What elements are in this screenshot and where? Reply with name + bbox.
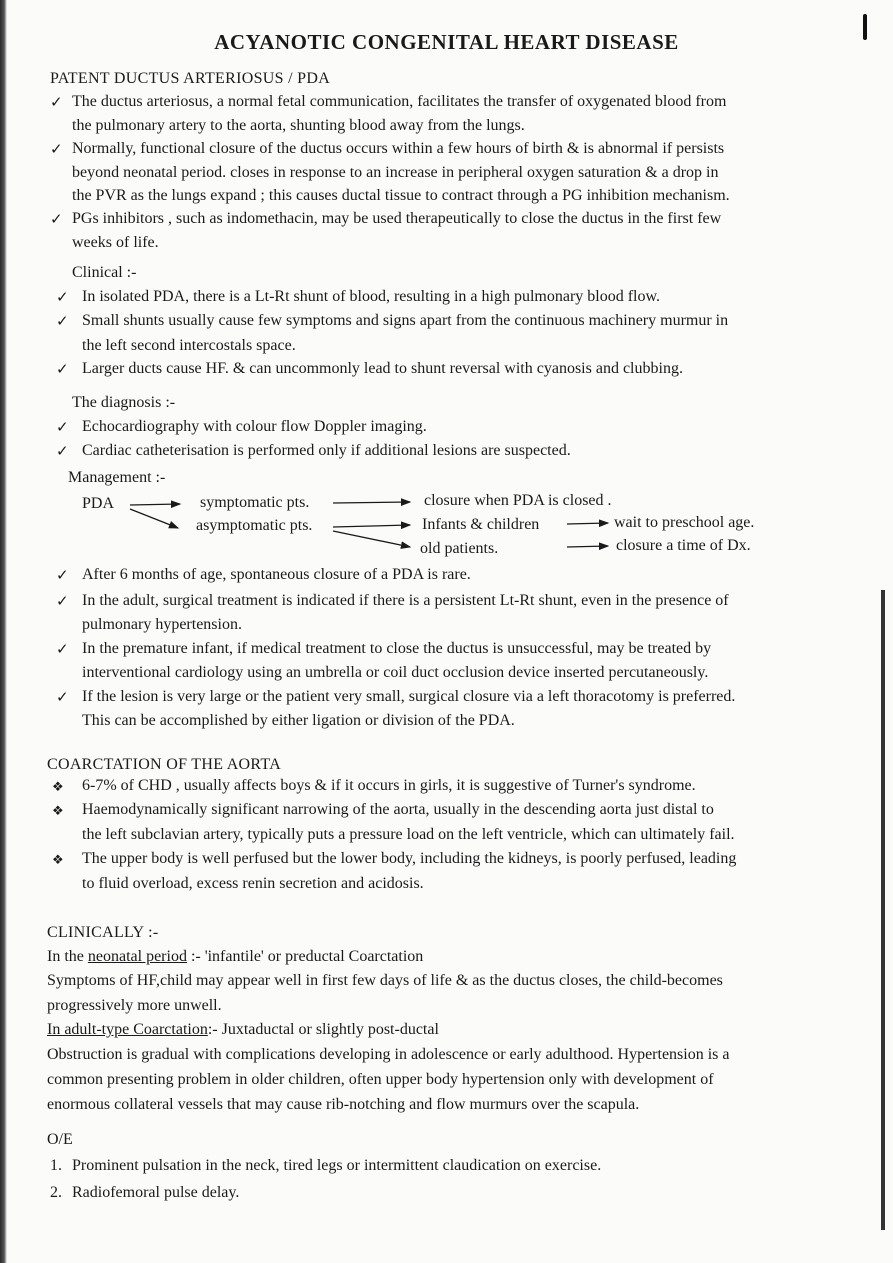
- adult-text-line-1: Obstruction is gradual with complications developing in adolescence or early adulthood. Hypertension is a: [47, 1046, 730, 1063]
- pda-intro-2-line-1: Normally, functional closure of the ductus occurs within a few hours of birth & is abnormal if persists: [72, 140, 725, 157]
- arrow-old-closure-dx: [567, 546, 608, 547]
- management-label: Management :-: [68, 469, 166, 486]
- neonatal-prefix: In the: [47, 948, 88, 965]
- check-icon: ✓: [50, 142, 63, 158]
- check-icon: ✓: [56, 314, 69, 330]
- flow-symptomatic: symptomatic pts.: [200, 494, 310, 511]
- page-title: ACYANOTIC CONGENITAL HEART DISEASE: [214, 30, 679, 54]
- coarctation-3-line-2: to fluid overload, excess renin secretion and acidosis.: [82, 875, 424, 892]
- coarctation-2-line-2: the left subclavian artery, typically puts a pressure load on the left ventricle, which can ultimately fail.: [82, 826, 735, 843]
- check-icon: ✓: [56, 420, 69, 436]
- coarctation-3-line-1: The upper body is well perfused but the lower body, including the kidneys, is poorly perfused, leading: [82, 850, 737, 867]
- clinical-1-line-1: In isolated PDA, there is a Lt-Rt shunt of blood, resulting in a high pulmonary blood flow.: [82, 288, 660, 305]
- management-2-line-1: In the adult, surgical treatment is indicated if there is a persistent Lt-Rt shunt, even in the presence of: [82, 592, 729, 609]
- flow-closure-closed: closure when PDA is closed .: [424, 492, 612, 509]
- check-icon: ✓: [56, 568, 69, 584]
- arrow-asymptomatic-old: [333, 531, 410, 547]
- management-4-line-1: If the lesion is very large or the patient very small, surgical closure via a left thoracotomy is preferred.: [82, 688, 736, 705]
- clinically-heading: CLINICALLY :-: [47, 924, 159, 941]
- flow-closure-dx: closure a time of Dx.: [616, 537, 751, 554]
- adult-line: [47, 1021, 439, 1039]
- check-icon: ✓: [56, 690, 69, 706]
- oe-label: O/E: [47, 1131, 73, 1148]
- pda-intro-1-line-2: the pulmonary artery to the aorta, shunting blood away from the lungs.: [72, 117, 525, 134]
- diagnosis-label: The diagnosis :-: [72, 394, 176, 411]
- clinical-2-line-1: Small shunts usually cause few symptoms and signs apart from the continuous machinery murmur in: [82, 312, 729, 329]
- coarctation-2-line-1: Haemodynamically significant narrowing of the aorta, usually in the descending aorta just distal to: [82, 801, 714, 818]
- arrow-pda-asymptomatic: [130, 509, 178, 528]
- neonatal-text-line-1: Symptoms of HF,child may appear well in first few days of life & as the ductus closes, the child-becomes: [47, 972, 723, 989]
- arrow-symptomatic-closure: [333, 502, 410, 503]
- arrow-pda-symptomatic: [130, 504, 180, 505]
- arrow-infants-wait: [567, 523, 608, 524]
- check-icon: ✓: [56, 362, 69, 378]
- management-2-line-2: pulmonary hypertension.: [82, 616, 242, 633]
- neonatal-rest: :- 'infantile' or preductal Coarctation: [186, 948, 424, 965]
- oe-item-1: Prominent pulsation in the neck, tired legs or intermittent claudication on exercise.: [72, 1157, 602, 1174]
- clinical-label: Clinical :-: [72, 264, 137, 281]
- flow-infants: Infants & children: [422, 516, 540, 533]
- adult-rest: :- Juxtaductal or slightly post-ductal: [207, 1021, 439, 1038]
- arrow-asymptomatic-infants: [333, 525, 410, 527]
- check-icon: ✓: [50, 212, 63, 228]
- diamond-bullet-icon: ❖: [52, 779, 64, 794]
- pda-intro-3-line-2: weeks of life.: [72, 234, 159, 251]
- pda-intro-1-line-1: The ductus arteriosus, a normal fetal communication, facilitates the transfer of oxygenated blood from: [72, 93, 727, 110]
- adult-text-line-3: enormous collateral vessels that may cause rib-notching and flow murmurs over the scapula.: [47, 1096, 640, 1113]
- diagnosis-2: Cardiac catheterisation is performed only if additional lesions are suspected.: [82, 442, 571, 459]
- neonatal-label: neonatal period: [87, 948, 187, 965]
- check-icon: ✓: [56, 642, 69, 658]
- pda-intro-2-line-2: beyond neonatal period. closes in response to an increase in peripheral oxygen saturation & a drop in: [72, 164, 719, 181]
- pda-intro-3-line-1: PGs inhibitors , such as indomethacin, may be used therapeutically to close the ductus in the first few: [72, 210, 722, 227]
- diamond-bullet-icon: ❖: [52, 852, 64, 867]
- adult-text-line-2: common presenting problem in older children, often upper body hypertension only with development of: [47, 1071, 714, 1088]
- management-3-line-1: In the premature infant, if medical treatment to close the ductus is unsuccessful, may be treated by: [82, 640, 712, 657]
- flow-asymptomatic: asymptomatic pts.: [196, 517, 313, 534]
- check-icon: ✓: [56, 290, 69, 306]
- diamond-bullet-icon: ❖: [52, 803, 64, 818]
- pda-heading: PATENT DUCTUS ARTERIOSUS / PDA: [50, 70, 331, 87]
- adult-label: In adult-type Coarctation: [47, 1021, 208, 1038]
- oe-item-1-number: 1.: [50, 1157, 62, 1174]
- management-4-line-2: This can be accomplished by either ligation or division of the PDA.: [82, 712, 515, 729]
- management-1: After 6 months of age, spontaneous closure of a PDA is rare.: [82, 566, 471, 583]
- diagnosis-1: Echocardiography with colour flow Doppler imaging.: [82, 418, 427, 435]
- neonatal-text-line-2: progressively more unwell.: [47, 997, 222, 1014]
- neonatal-line: [47, 948, 423, 966]
- flow-wait: wait to preschool age.: [614, 514, 755, 531]
- flow-root-pda: PDA: [82, 495, 115, 512]
- management-3-line-2: interventional cardiology using an umbrella or coil duct occlusion device inserted percutaneously.: [82, 664, 709, 681]
- clinical-2-line-2: the left second intercostals space.: [82, 337, 296, 354]
- pda-intro-2-line-3: the PVR as the lungs expand ; this causes ductal tissue to contract through a PG inhibition mechanism.: [72, 187, 730, 204]
- clinical-3-line-1: Larger ducts cause HF. & can uncommonly lead to shunt reversal with cyanosis and clubbing.: [82, 360, 683, 377]
- flow-old: old patients.: [420, 540, 499, 557]
- check-icon: ✓: [50, 95, 63, 111]
- oe-item-2-number: 2.: [50, 1184, 62, 1201]
- oe-item-2: Radiofemoral pulse delay.: [72, 1184, 240, 1201]
- check-icon: ✓: [56, 594, 69, 610]
- coarctation-1-line-1: 6-7% of CHD , usually affects boys & if it occurs in girls, it is suggestive of Turner's syndrome.: [82, 777, 696, 794]
- check-icon: ✓: [56, 444, 69, 460]
- coarctation-heading: COARCTATION OF THE AORTA: [47, 756, 282, 773]
